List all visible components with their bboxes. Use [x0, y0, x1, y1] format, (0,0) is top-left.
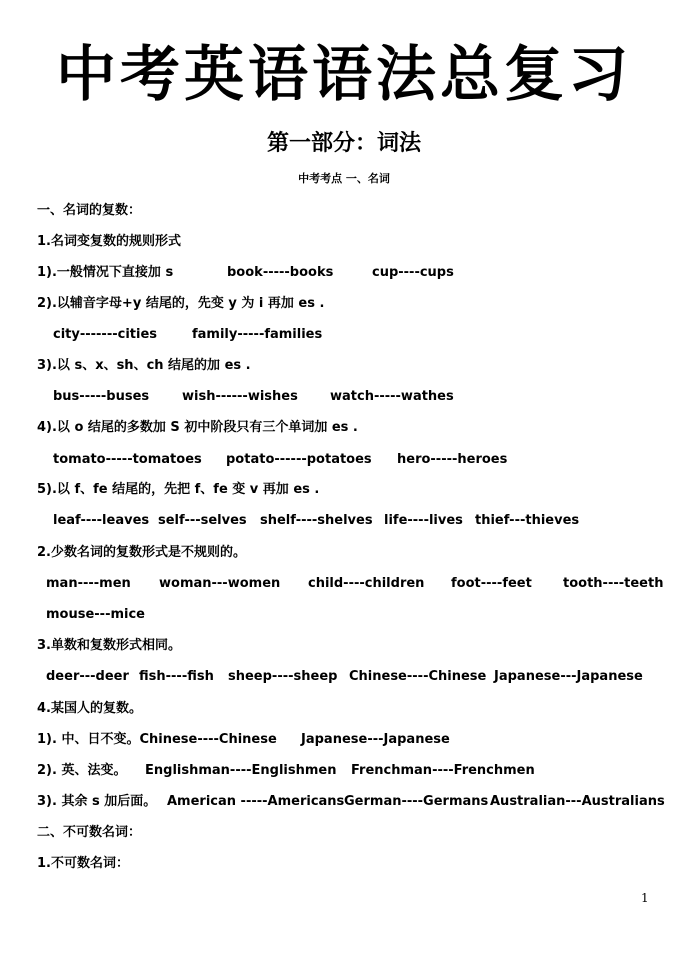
heading-text: 一、名词的复数：: [37, 203, 142, 218]
rule-text: 1).一般情况下直接加 s: [37, 265, 174, 280]
example: tomato-----tomatoes: [53, 452, 202, 467]
example: life----lives: [384, 513, 463, 528]
example: Chinese----Chinese: [349, 669, 487, 684]
heading-text: 二、不可数名词：: [37, 825, 142, 840]
irregular-examples-2: [0, 605, 688, 625]
rule-4-examples: [0, 450, 688, 470]
example: self---selves: [158, 513, 247, 528]
example: hero-----heroes: [397, 452, 508, 467]
nationality-rule-1: [0, 730, 688, 750]
heading-nationalities: [0, 699, 688, 719]
heading-uncountable: [0, 823, 688, 843]
nationality-rule-2: [0, 761, 688, 781]
heading-text: 2.少数名词的复数形式是不规则的。: [37, 545, 246, 560]
example: city-------cities: [53, 327, 158, 342]
irregular-examples-1: [0, 574, 688, 594]
rule-2-examples: [0, 325, 688, 345]
rule-4-line: [0, 418, 688, 438]
example: Australian---Australians: [490, 794, 665, 809]
heading-irregular: [0, 543, 688, 563]
example: man----men: [46, 576, 131, 591]
nationality-rule-3: [0, 792, 688, 812]
example: potato------potatoes: [226, 452, 372, 467]
rule-text: 3). 其余 s 加后面。: [37, 794, 157, 809]
example: deer---deer: [46, 669, 129, 684]
rule-2-line: [0, 294, 688, 314]
heading-text: 3.单数和复数形式相同。: [37, 638, 181, 653]
document-title: 中考英语语法总复习: [56, 40, 632, 110]
example: sheep----sheep: [228, 669, 338, 684]
example: family-----families: [192, 327, 323, 342]
part-title: 第一部分：词法: [266, 130, 421, 156]
heading-plural-nouns: [0, 201, 688, 221]
example: Englishman----Englishmen: [145, 763, 337, 778]
example: book-----books: [227, 265, 334, 280]
rule-text: 4).以 o 结尾的多数加 S 初中阶段只有三个单词加 es .: [37, 420, 358, 435]
example: watch-----wathes: [330, 389, 454, 404]
example: wish------wishes: [182, 389, 298, 404]
example: child----children: [308, 576, 425, 591]
rule-text: 2). 英、法变。: [37, 763, 127, 778]
rule-text: 2).以辅音字母+y 结尾的，先变 y 为 i 再加 es .: [37, 296, 325, 311]
rule-text: 1). 中、日不变。Chinese----Chinese: [37, 732, 277, 747]
heading-same-forms: [0, 636, 688, 656]
example: American -----Americans: [167, 794, 345, 809]
example: woman---women: [159, 576, 281, 591]
example: fish----fish: [139, 669, 214, 684]
section-title: 中考考点 一、名词: [298, 172, 390, 185]
example: tooth----teeth: [563, 576, 664, 591]
example: cup----cups: [372, 265, 454, 280]
example: foot----feet: [451, 576, 532, 591]
example: shelf----shelves: [260, 513, 373, 528]
heading-uncountable-list: [0, 854, 688, 874]
heading-regular-forms: [0, 232, 688, 252]
heading-text: 1.名词变复数的规则形式: [37, 234, 181, 249]
example: German----Germans: [344, 794, 489, 809]
example: Japanese---Japanese: [301, 732, 450, 747]
rule-5-line: [0, 480, 688, 500]
example: mouse---mice: [46, 607, 145, 622]
example: leaf----leaves: [53, 513, 150, 528]
example: Frenchman----Frenchmen: [351, 763, 535, 778]
heading-text: 4.某国人的复数。: [37, 701, 142, 716]
rule-5-examples: [0, 511, 688, 531]
page-number: 1: [641, 891, 649, 905]
example: bus-----buses: [53, 389, 150, 404]
heading-text: 1.不可数名词：: [37, 856, 129, 871]
rule-3-line: [0, 356, 688, 376]
example: Japanese---Japanese: [494, 669, 643, 684]
rule-1-line: [0, 263, 688, 283]
rule-3-examples: [0, 387, 688, 407]
same-form-examples: [0, 667, 688, 687]
rule-text: 3).以 s、x、sh、ch 结尾的加 es .: [37, 358, 251, 373]
example: thief---thieves: [475, 513, 580, 528]
rule-text: 5).以 f、fe 结尾的，先把 f、fe 变 v 再加 es .: [37, 482, 320, 497]
